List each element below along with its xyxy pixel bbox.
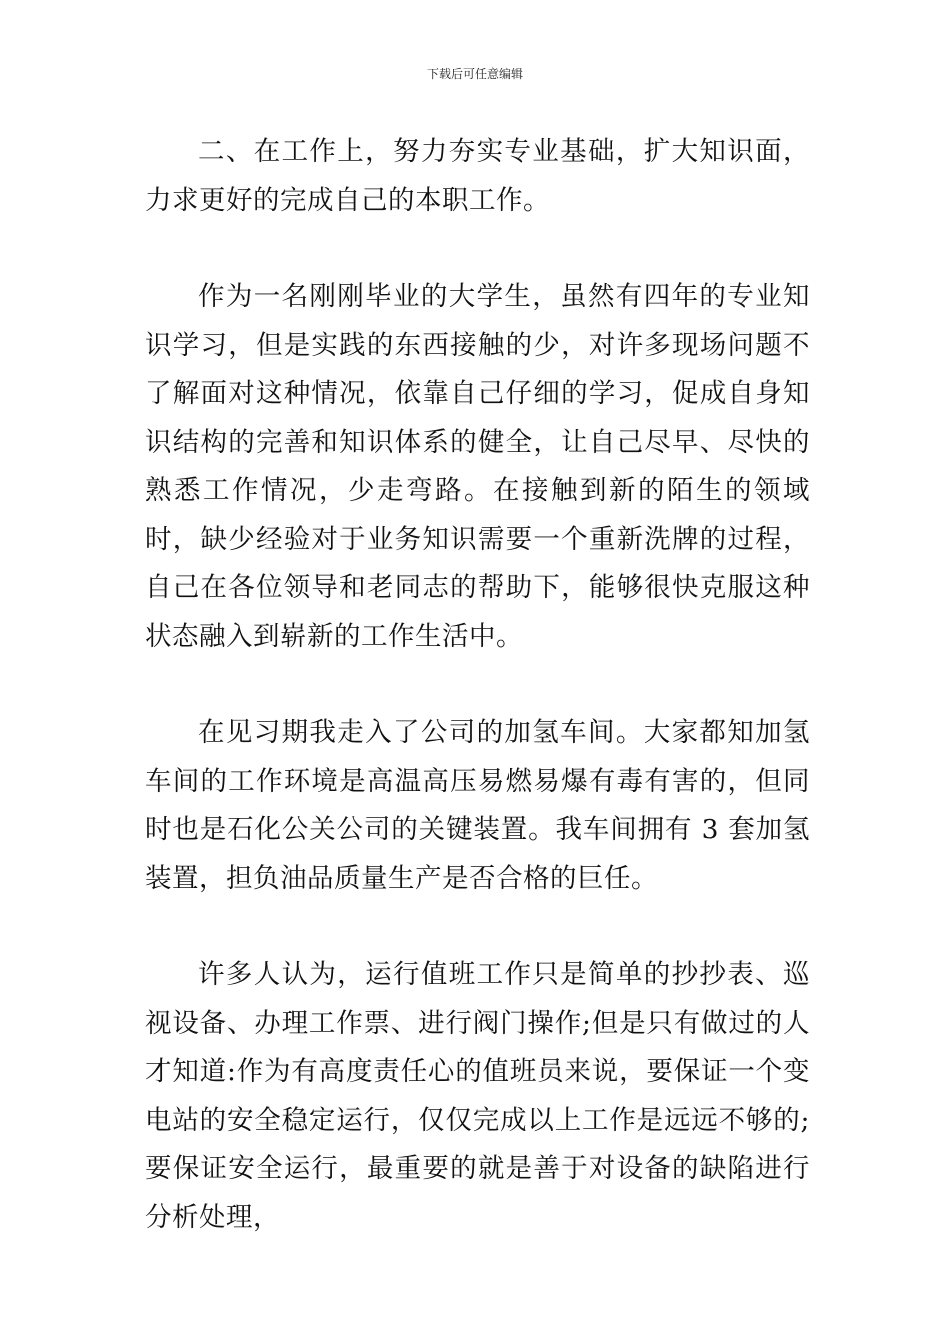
page-header-note: 下载后可任意编辑 <box>426 67 523 81</box>
document-body <box>145 128 810 1242</box>
paragraph-hydrogenation-workshop: 在见习期我走入了公司的加氢车间。大家都知加氢车间的工作环境是高温高压易燃易爆有毒有害的，但同时也是石化公关公司的关键装置。我车间拥有 3 套加氢装置，担负油品质量生产是否合格的巨任。 <box>145 717 810 894</box>
paragraph-graduate-learning: 作为一名刚刚毕业的大学生，虽然有四年的专业知识学习，但是实践的东西接触的少，对许多现场问题不了解面对这种情况，依靠自己仔细的学习，促成自身知识结构的完善和知识体系的健全，让自己尽早、尽快的熟悉工作情况，少走弯路。在接触到新的陌生的领域时，缺少经验对于业务知识需要一个重新洗牌的过程，自己在各位领导和老同志的帮助下，能够很快克服这种状态融入到崭新的工作生活中。 <box>145 281 810 652</box>
paragraph-duty-operation: 许多人认为，运行值班工作只是简单的抄抄表、巡视设备、办理工作票、进行阀门操作;但是只有做过的人才知道:作为有高度责任心的值班员来说，要保证一个变电站的安全稳定运行，仅仅完成以上工作是远远不够的;要保证安全运行，最重要的就是善于对设备的缺陷进行分析处理， <box>145 959 810 1233</box>
paragraph-work-heading: 二、在工作上，努力夯实专业基础，扩大知识面，力求更好的完成自己的本职工作。 <box>145 136 810 216</box>
